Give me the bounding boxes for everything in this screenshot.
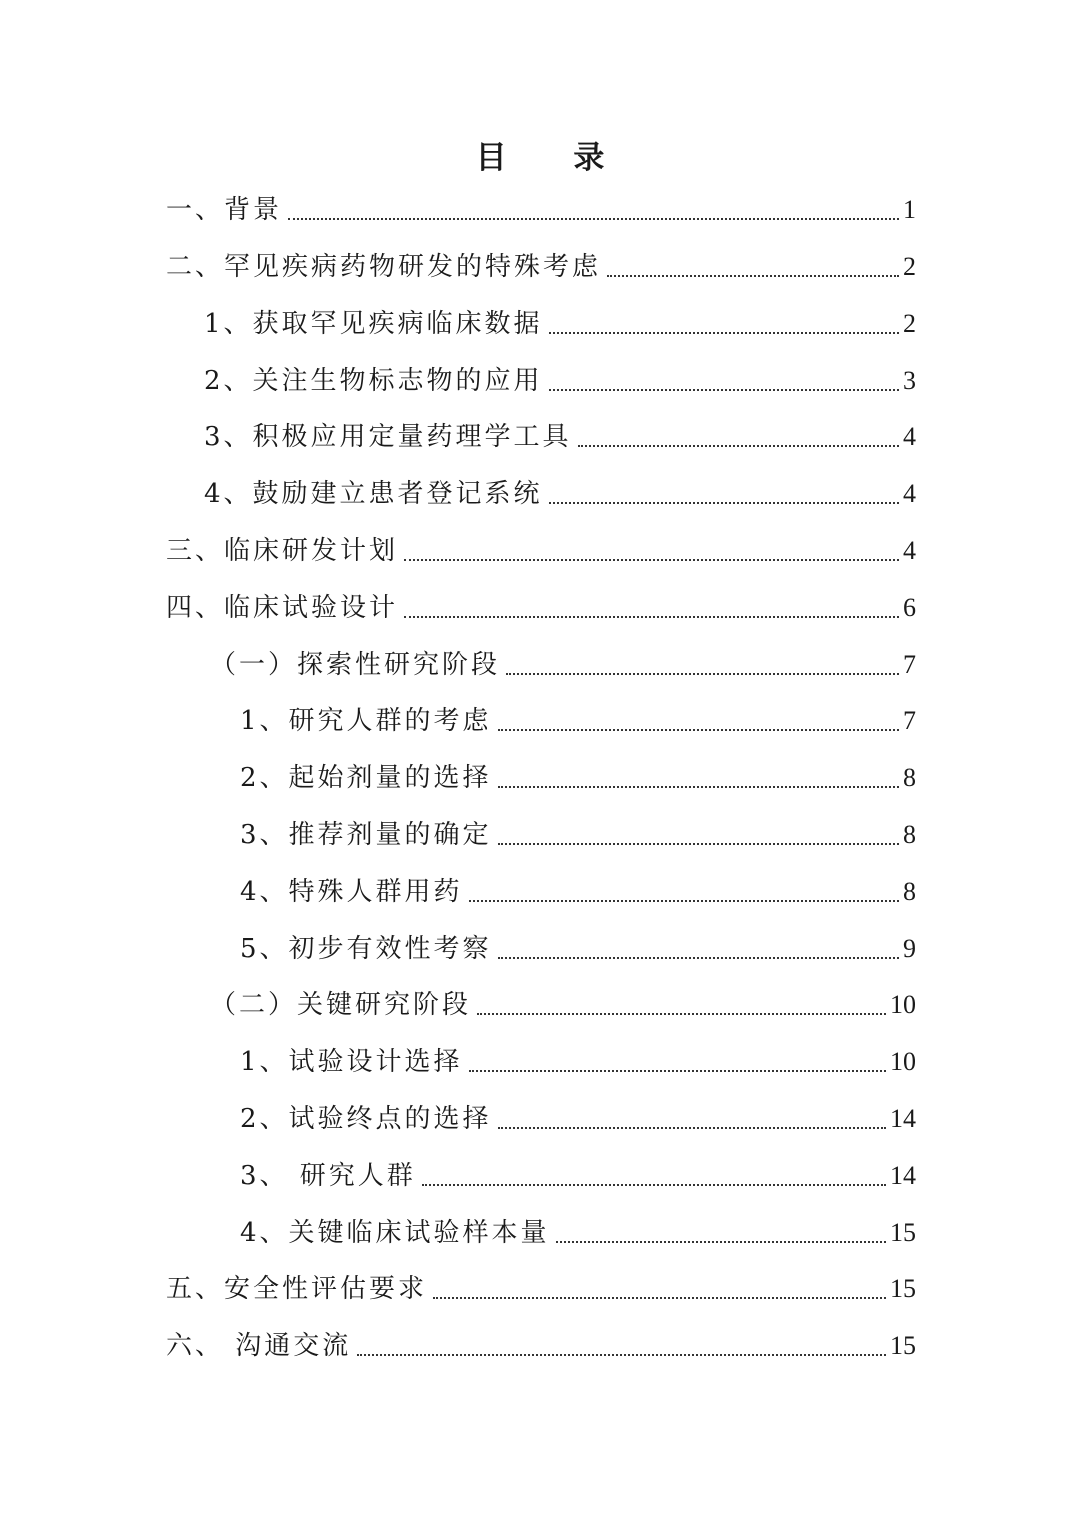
toc-dot-leader (549, 389, 899, 391)
toc-dot-leader (607, 275, 899, 277)
toc-dot-leader (578, 445, 899, 447)
toc-entry[interactable] (240, 1040, 916, 1084)
toc-entry[interactable] (240, 699, 916, 743)
toc-entry[interactable] (240, 756, 916, 800)
toc-entry-page: 8 (903, 820, 916, 849)
toc-entry-page: 15 (890, 1274, 916, 1303)
toc-entry-page: 14 (890, 1104, 916, 1133)
toc-dot-leader (433, 1297, 886, 1299)
toc-dot-leader (498, 786, 899, 788)
toc-entry[interactable] (240, 870, 916, 914)
toc-entry[interactable] (240, 813, 916, 857)
toc-entry-page: 10 (890, 1047, 916, 1076)
toc-entry-label: 1、试验设计选择 (240, 1047, 463, 1077)
toc-dot-leader (404, 616, 899, 618)
toc-entry[interactable] (166, 586, 916, 630)
toc-entry[interactable] (166, 188, 916, 232)
toc-entry[interactable] (204, 302, 916, 346)
toc-entry-page: 3 (903, 366, 916, 395)
toc-entry-label: 2、起始剂量的选择 (240, 763, 492, 793)
toc-entry-label: 2、关注生物标志物的应用 (204, 366, 543, 396)
toc-entry-label: 4、关键临床试验样本量 (240, 1218, 550, 1248)
toc-entry-label: 3、 研究人群 (240, 1161, 416, 1191)
toc-entry-label: （一）探索性研究阶段 (210, 650, 501, 680)
toc-dot-leader (469, 900, 899, 902)
toc-entry[interactable] (166, 245, 916, 289)
toc-entry-label: 四、临床试验设计 (166, 593, 399, 623)
toc-dot-leader (498, 729, 899, 731)
toc-entry-page: 8 (903, 763, 916, 792)
toc-entry[interactable] (166, 1267, 916, 1311)
toc-entry[interactable] (210, 643, 916, 687)
toc-entry-label: 三、临床研发计划 (166, 536, 399, 566)
toc-entry-page: 2 (903, 252, 916, 281)
toc-entry-label: 六、 沟通交流 (166, 1331, 352, 1361)
toc-dot-leader (549, 502, 899, 504)
toc-entry-page: 2 (903, 309, 916, 338)
toc-entry[interactable] (204, 359, 916, 403)
toc-dot-leader (498, 957, 899, 959)
toc-entry-label: 2、试验终点的选择 (240, 1104, 492, 1134)
toc-dot-leader (506, 673, 899, 675)
toc-dot-leader (469, 1070, 886, 1072)
toc-dot-leader (288, 218, 899, 220)
toc-entry[interactable] (204, 415, 916, 459)
toc-entry-page: 6 (903, 593, 916, 622)
toc-entry-page: 10 (890, 990, 916, 1019)
toc-entry-label: 3、推荐剂量的确定 (240, 820, 492, 850)
toc-dot-leader (498, 843, 899, 845)
toc-entry-label: （二）关键研究阶段 (210, 990, 472, 1020)
toc-title: 目 录 (475, 140, 633, 176)
toc-entry-page: 14 (890, 1161, 916, 1190)
toc-dot-leader (357, 1354, 886, 1356)
toc-entry-page: 7 (903, 706, 916, 735)
toc-entry[interactable] (240, 1097, 916, 1141)
toc-entry-label: 1、研究人群的考虑 (240, 706, 492, 736)
toc-entry-page: 7 (903, 650, 916, 679)
toc-entry-label: 3、积极应用定量药理学工具 (204, 422, 572, 452)
toc-dot-leader (556, 1241, 886, 1243)
toc-entry-page: 8 (903, 877, 916, 906)
toc-dot-leader (477, 1013, 886, 1015)
toc-entry[interactable] (210, 983, 916, 1027)
toc-entry-page: 9 (903, 934, 916, 963)
toc-entry-label: 五、安全性评估要求 (166, 1274, 428, 1304)
toc-dot-leader (498, 1127, 886, 1129)
toc-entry-page: 15 (890, 1218, 916, 1247)
toc-entry-page: 4 (903, 479, 916, 508)
toc-entry[interactable] (204, 472, 916, 516)
toc-entry-label: 4、鼓励建立患者登记系统 (204, 479, 543, 509)
toc-entry[interactable] (166, 1324, 916, 1368)
toc-entry-page: 4 (903, 422, 916, 451)
toc-entry-page: 1 (903, 195, 916, 224)
toc-entry-label: 4、特殊人群用药 (240, 877, 463, 907)
toc-entry-label: 5、初步有效性考察 (240, 934, 492, 964)
toc-entry[interactable] (240, 927, 916, 971)
toc-entry-label: 一、背景 (166, 195, 283, 225)
toc-dot-leader (422, 1184, 886, 1186)
toc-entry-page: 4 (903, 536, 916, 565)
toc-dot-leader (404, 559, 899, 561)
toc-dot-leader (549, 332, 899, 334)
toc-entry-label: 1、获取罕见疾病临床数据 (204, 309, 543, 339)
toc-entry-page: 15 (890, 1331, 916, 1360)
toc-entry[interactable] (166, 529, 916, 573)
toc-entry[interactable] (240, 1211, 916, 1255)
toc-entry-label: 二、罕见疾病药物研发的特殊考虑 (166, 252, 602, 282)
toc-entry[interactable] (240, 1154, 916, 1198)
